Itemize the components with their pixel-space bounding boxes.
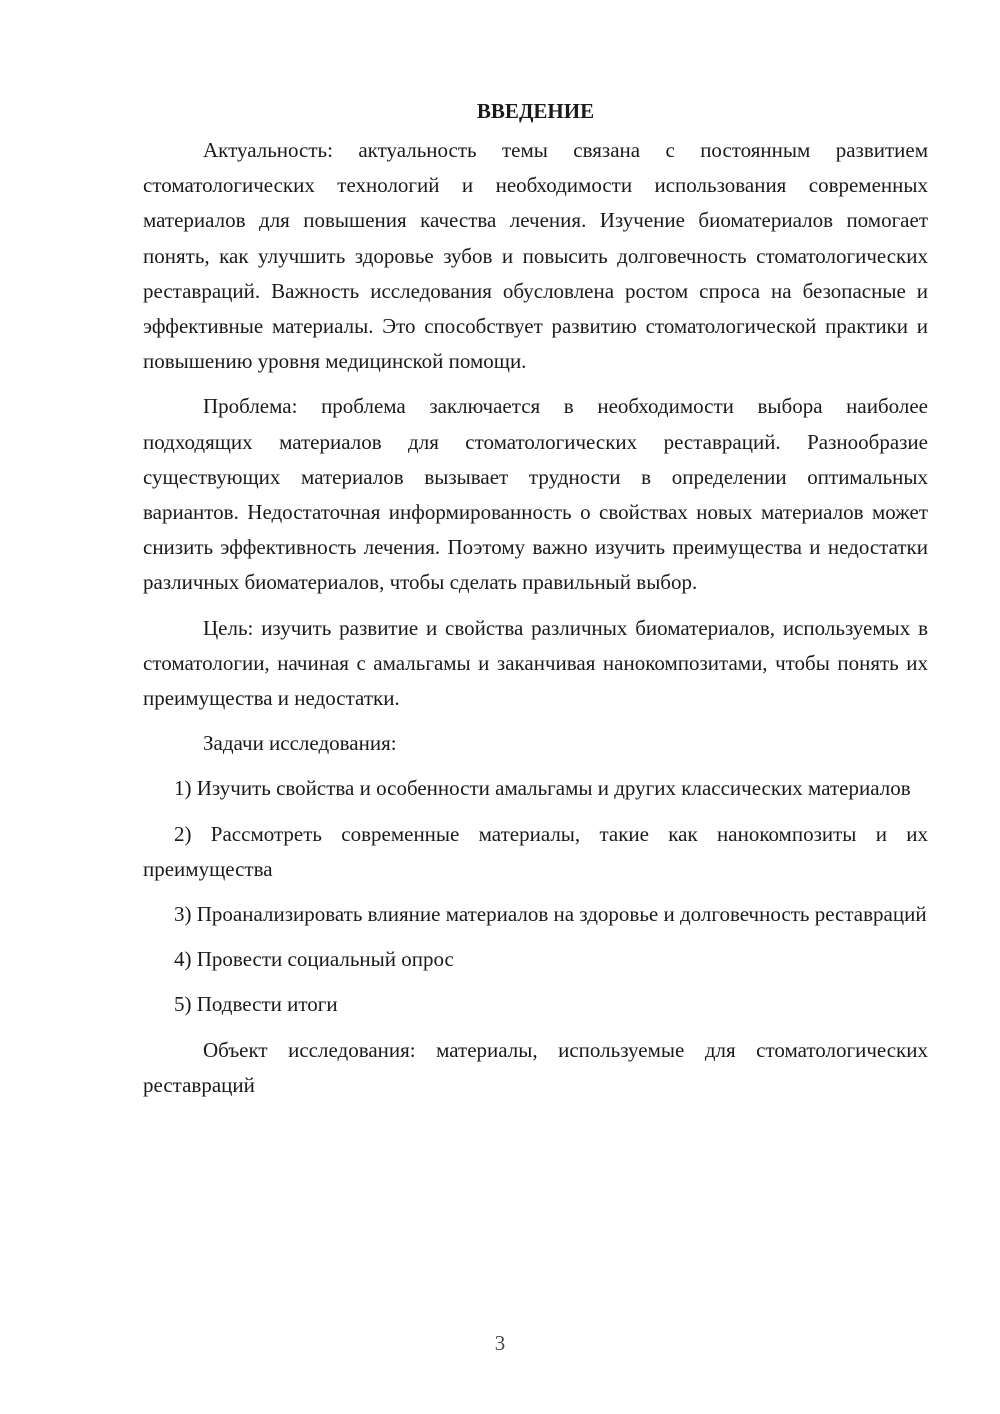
- task-item-2: 2) Рассмотреть современные материалы, такие как нанокомпозиты и их преимущества: [143, 821, 928, 881]
- section-title: ВВЕДЕНИЕ: [476, 99, 595, 123]
- paragraph-problem: Проблема: проблема заключается в необходимости выбора наиболее подходящих материалов для стоматологических реставраций. Разнообразие существующих материалов вызывает трудности в определении оптимальных вариантов. Недостаточная информированность о свойствах новых материалов может снизить эффективность лечения. Поэтому важно изучить преимущества и недостатки различных биоматериалов, чтобы сделать правильный выбор.: [143, 394, 928, 595]
- paragraph-relevance: Актуальность: актуальность темы связана с постоянным развитием стоматологических технологий и необходимости использования современных материалов для повышения качества лечения. Изучение биоматериалов помогает понять, как улучшить здоровье зубов и повысить долговечность стоматологических реставраций. Важность исследования обусловлена ростом спроса на безопасные и эффективные материалы. Это способствует развитию стоматологической практики и повышению уровня медицинской помощи.: [143, 138, 928, 374]
- task-item-4: 4) Провести социальный опрос: [174, 947, 454, 972]
- paragraph-object: Объект исследования: материалы, используемые для стоматологических реставраций: [143, 1037, 928, 1097]
- task-item-3: 3) Проанализировать влияние материалов на здоровье и долговечность реставраций: [174, 902, 927, 927]
- document-page: [143, 94, 928, 1103]
- task-item-5: 5) Подвести итоги: [174, 992, 338, 1017]
- paragraph-goal: Цель: изучить развитие и свойства различных биоматериалов, используемых в стоматологии, начиная с амальгамы и заканчивая нанокомпозитами, чтобы понять их преимущества и недостатки.: [143, 615, 928, 711]
- task-item-1: 1) Изучить свойства и особенности амальгамы и других классических материалов: [174, 776, 911, 801]
- paragraph-tasks-heading: Задачи исследования:: [203, 731, 397, 756]
- page-number: 3: [494, 1331, 506, 1355]
